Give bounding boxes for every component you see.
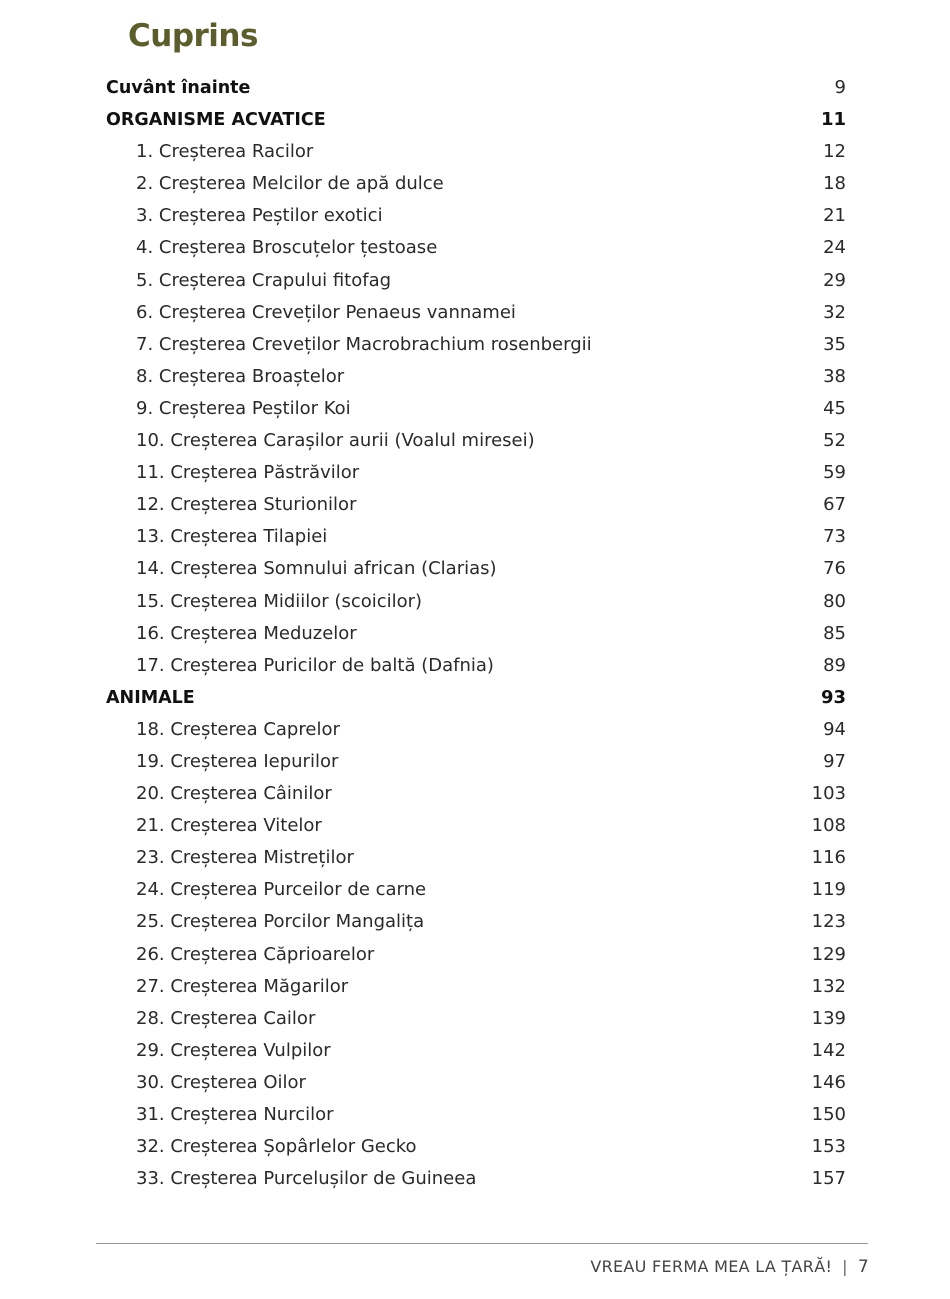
toc-entry-page: 11 xyxy=(820,109,846,131)
toc-entry-page: 142 xyxy=(811,1039,846,1061)
toc-entry-page: 157 xyxy=(811,1168,846,1190)
toc-entry xyxy=(0,232,950,264)
toc-entry xyxy=(0,361,950,393)
toc-entry-page: 108 xyxy=(811,815,846,837)
toc-entry-page: 93 xyxy=(820,686,846,708)
toc-entry xyxy=(0,586,950,618)
toc-entry-page: 146 xyxy=(811,1071,846,1093)
toc-entry-title: 29. Creșterea Vulpilor xyxy=(136,1039,331,1061)
toc-entry-title: 7. Creșterea Creveților Macrobrachium rosenbergii xyxy=(136,333,592,355)
toc-entry xyxy=(0,425,950,457)
toc-entry-title: 16. Creșterea Meduzelor xyxy=(136,622,357,644)
toc-entry-title: 5. Creșterea Crapului fitofag xyxy=(136,269,392,291)
toc-entry-title: 9. Creșterea Peștilor Koi xyxy=(136,397,351,419)
toc-entry-page: 89 xyxy=(823,654,846,676)
toc-entry-page: 119 xyxy=(811,879,846,901)
toc-entry-page: 153 xyxy=(811,1136,846,1158)
toc-entry-title: ANIMALE xyxy=(106,687,195,708)
toc-entry-title: 10. Creșterea Carașilor aurii (Voalul miresei) xyxy=(136,430,535,452)
toc-entry xyxy=(0,297,950,329)
toc-entry-title: 12. Creșterea Sturionilor xyxy=(136,494,357,516)
toc-entry-page: 12 xyxy=(823,141,846,163)
toc-entry-title: 19. Creșterea Iepurilor xyxy=(136,750,339,772)
toc-entry-title: 8. Creșterea Broaștelor xyxy=(136,365,345,387)
toc-entry xyxy=(0,842,950,874)
toc-entry-page: 76 xyxy=(823,558,846,580)
toc-entry-page: 24 xyxy=(823,237,846,259)
toc-entry-page: 18 xyxy=(823,173,846,195)
toc-entry-page: 35 xyxy=(823,333,846,355)
toc-entry xyxy=(0,714,950,746)
toc-entry xyxy=(0,1163,950,1195)
toc-entry-title: 4. Creșterea Broscuțelor țestoase xyxy=(136,237,438,259)
toc-entry-page: 85 xyxy=(823,622,846,644)
toc-entry xyxy=(0,329,950,361)
toc-entry-page: 129 xyxy=(811,943,846,965)
toc-entry xyxy=(0,874,950,906)
toc-entry-page: 52 xyxy=(823,430,846,452)
toc-entry-title: 15. Creșterea Midiilor (scoicilor) xyxy=(136,590,423,612)
toc-entry-page: 38 xyxy=(823,365,846,387)
toc-entry xyxy=(0,939,950,971)
toc-entry-page: 73 xyxy=(823,526,846,548)
toc-entry xyxy=(0,200,950,232)
toc-entry xyxy=(0,1099,950,1131)
toc-section-heading xyxy=(0,682,950,714)
toc-entry-title: 1. Creșterea Racilor xyxy=(136,141,314,163)
toc-entry-page: 21 xyxy=(823,205,846,227)
toc-entry xyxy=(0,650,950,682)
toc-section-heading xyxy=(0,104,950,136)
toc-entry-title: 17. Creșterea Puricilor de baltă (Dafnia) xyxy=(136,654,494,676)
toc-entry-title: 13. Creșterea Tilapiei xyxy=(136,526,328,548)
toc-entry xyxy=(0,265,950,297)
toc-entry-title: 3. Creșterea Peștilor exotici xyxy=(136,205,383,227)
toc-entry-title: 31. Creșterea Nurcilor xyxy=(136,1104,334,1125)
toc-entry xyxy=(0,457,950,489)
toc-entry xyxy=(0,489,950,521)
toc-section-heading xyxy=(0,72,950,104)
toc-entry-page: 116 xyxy=(811,847,846,869)
toc-entry xyxy=(0,1035,950,1067)
toc-entry-title: 20. Creșterea Câinilor xyxy=(136,783,332,805)
toc-entry-title: 24. Creșterea Purceilor de carne xyxy=(136,879,427,901)
toc-entry xyxy=(0,521,950,553)
page-title: Cuprins xyxy=(128,18,258,54)
toc-entry-page: 94 xyxy=(823,718,846,740)
table-of-contents xyxy=(0,72,950,1195)
toc-entry xyxy=(0,136,950,168)
footer-book-title: VREAU FERMA MEA LA ȚARĂ! xyxy=(590,1257,833,1276)
toc-entry-title: 25. Creșterea Porcilor Mangalița xyxy=(136,911,425,933)
toc-entry-title: 21. Creșterea Vitelor xyxy=(136,815,322,837)
toc-entry xyxy=(0,1003,950,1035)
toc-entry-title: Cuvânt înainte xyxy=(106,78,251,98)
toc-entry-page: 32 xyxy=(823,301,846,323)
toc-entry xyxy=(0,393,950,425)
toc-entry-title: 6. Creșterea Creveților Penaeus vannamei xyxy=(136,301,516,323)
toc-entry-title: 32. Creșterea Șopârlelor Gecko xyxy=(136,1136,417,1158)
toc-entry-title: 33. Creșterea Purcelușilor de Guineea xyxy=(136,1168,477,1190)
toc-entry xyxy=(0,168,950,200)
toc-entry xyxy=(0,618,950,650)
toc-entry xyxy=(0,1131,950,1163)
toc-entry xyxy=(0,1067,950,1099)
footer-separator: | xyxy=(842,1257,848,1276)
toc-entry-page: 45 xyxy=(823,397,846,419)
toc-entry xyxy=(0,778,950,810)
footer-divider xyxy=(96,1243,868,1244)
toc-entry-page: 29 xyxy=(823,269,846,291)
toc-entry-title: 23. Creșterea Mistreților xyxy=(136,847,354,869)
toc-entry-page: 123 xyxy=(811,911,846,933)
toc-entry-title: 28. Creșterea Cailor xyxy=(136,1007,316,1029)
toc-entry-page: 67 xyxy=(823,494,846,516)
toc-entry-page: 103 xyxy=(811,783,846,805)
toc-entry-title: 30. Creșterea Oilor xyxy=(136,1071,306,1093)
toc-entry-title: 26. Creșterea Căprioarelor xyxy=(136,943,375,965)
toc-entry xyxy=(0,553,950,585)
toc-entry-title: 14. Creșterea Somnului african (Clarias) xyxy=(136,558,497,580)
toc-entry-page: 97 xyxy=(823,750,846,772)
toc-entry-page: 9 xyxy=(834,77,846,98)
toc-entry-title: 2. Creșterea Melcilor de apă dulce xyxy=(136,173,444,195)
toc-entry-page: 132 xyxy=(811,975,846,997)
toc-entry xyxy=(0,746,950,778)
footer-page-number: 7 xyxy=(857,1257,869,1277)
toc-entry-page: 59 xyxy=(823,462,846,484)
toc-entry-title: 11. Creșterea Păstrăvilor xyxy=(136,462,360,484)
toc-entry-title: 18. Creșterea Caprelor xyxy=(136,718,340,740)
toc-entry-page: 80 xyxy=(823,590,846,612)
toc-entry xyxy=(0,810,950,842)
toc-entry xyxy=(0,906,950,938)
toc-entry-title: ORGANISME ACVATICE xyxy=(106,110,326,131)
toc-entry-page: 150 xyxy=(811,1104,846,1125)
toc-entry xyxy=(0,971,950,1003)
toc-entry-title: 27. Creșterea Măgarilor xyxy=(136,975,349,997)
toc-entry-page: 139 xyxy=(811,1007,846,1029)
page-footer xyxy=(590,1257,869,1277)
